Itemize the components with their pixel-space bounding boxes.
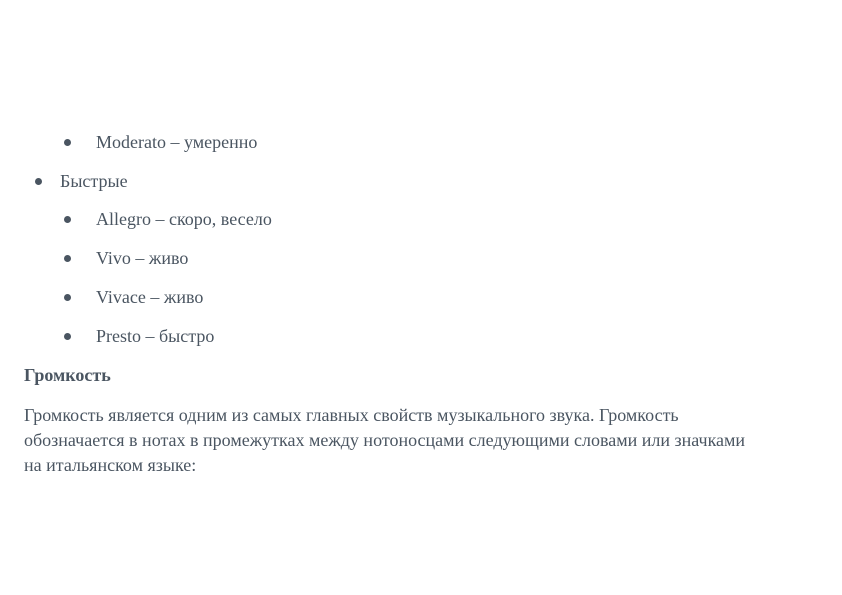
list-item-moderato: Moderato – умеренно — [96, 132, 258, 152]
list-item-allegro: Allegro – скоро, весело — [96, 209, 272, 229]
list-item-fast: Быстрые — [60, 171, 128, 191]
bullet-icon — [64, 139, 71, 146]
bullet-icon — [64, 216, 71, 223]
bullet-icon — [64, 255, 71, 262]
bullet-icon — [35, 178, 42, 185]
section-heading: Громкость — [24, 365, 111, 385]
paragraph-line: обозначается в нотах в промежутках между нотоносцами следующими словами или значками — [24, 430, 746, 450]
section-paragraph — [24, 403, 824, 478]
paragraph-line: Громкость является одним из самых главных свойств музыкального звука. Громкость — [24, 405, 679, 425]
bullet-icon — [64, 294, 71, 301]
paragraph-line: на итальянском языке: — [24, 455, 197, 475]
list-item-vivace: Vivace – живо — [96, 287, 204, 307]
list-item-vivo: Vivo – живо — [96, 248, 189, 268]
list-item-presto: Presto – быстро — [96, 326, 215, 346]
bullet-icon — [64, 333, 71, 340]
